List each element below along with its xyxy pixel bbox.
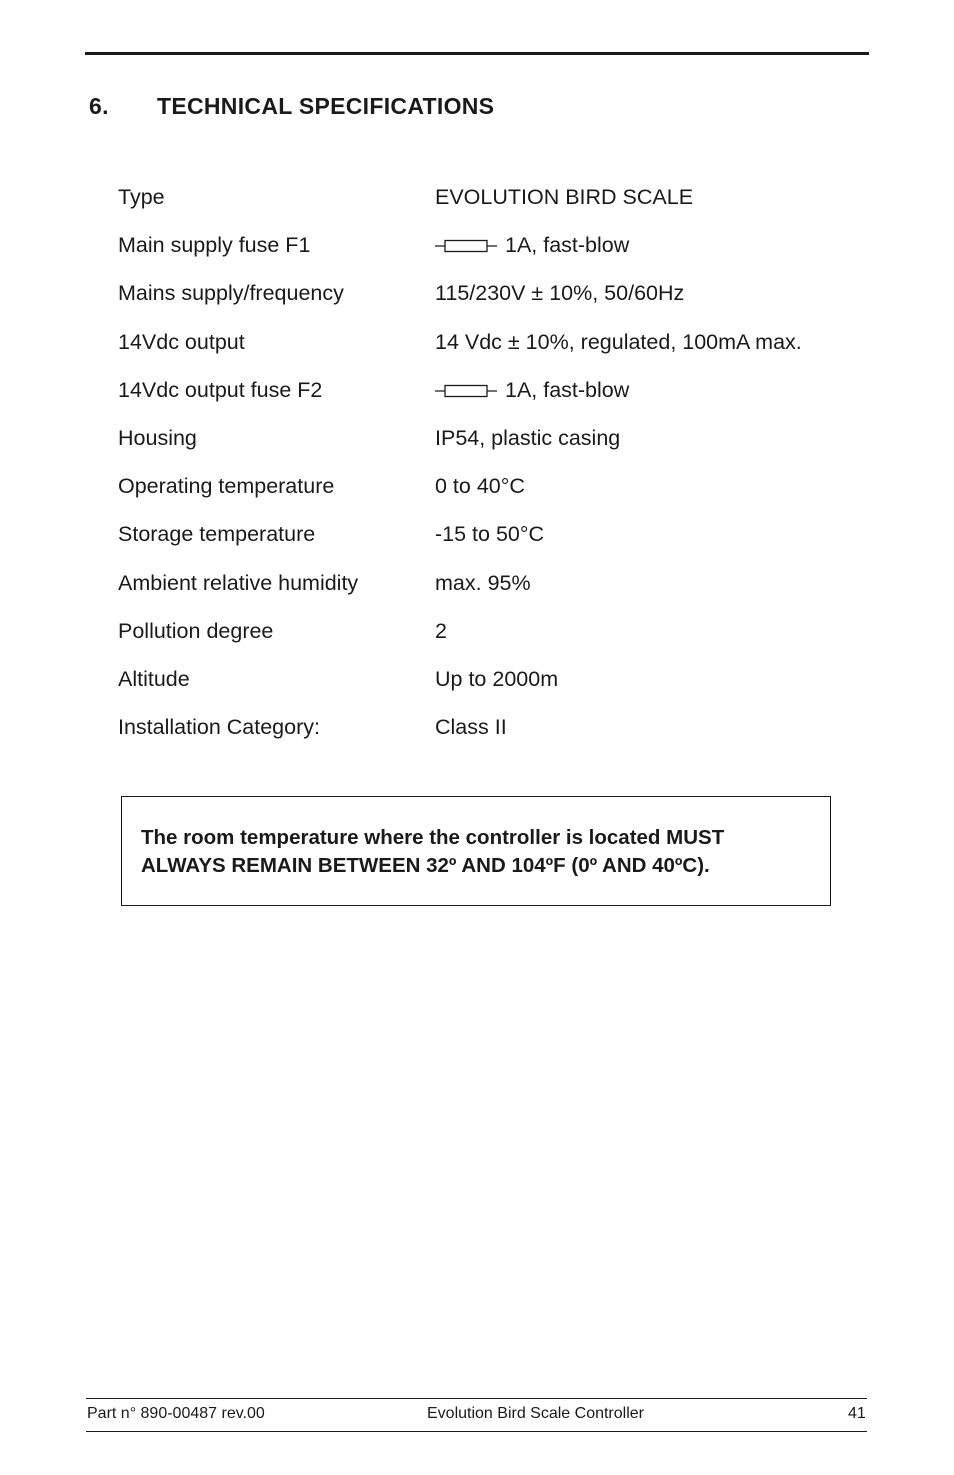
- spec-value: [435, 330, 802, 355]
- footer-rule-top: [86, 1398, 867, 1399]
- spec-value: [435, 281, 684, 306]
- spec-label: Altitude: [118, 666, 190, 691]
- section-number: 6.: [89, 93, 109, 119]
- spec-value: [435, 619, 447, 644]
- spec-value: [435, 233, 629, 258]
- spec-value-text: 2: [435, 618, 447, 643]
- spec-label: Type: [118, 185, 165, 209]
- spec-label: Pollution degree: [118, 618, 274, 643]
- fuse-icon: [435, 384, 497, 398]
- section-heading: [89, 93, 494, 120]
- footer-rule-bottom: [86, 1431, 867, 1432]
- footer-page-number: 41: [848, 1405, 866, 1422]
- spec-value: [435, 426, 620, 451]
- temperature-notice-box: [121, 796, 831, 906]
- spec-value: [435, 667, 558, 692]
- spec-label: Main supply fuse F1: [118, 233, 311, 258]
- spec-value-text: 14 Vdc ± 10%, regulated, 100mA max.: [435, 329, 802, 354]
- spec-label: 14Vdc output fuse F2: [118, 377, 323, 402]
- spec-value: [435, 185, 693, 210]
- spec-value-text: 1A, fast-blow: [505, 233, 630, 258]
- temperature-notice-text: [141, 824, 821, 880]
- spec-label: Storage temperature: [118, 522, 316, 547]
- footer-part-number: Part n° 890-00487 rev.00: [87, 1405, 265, 1422]
- spec-value-text: Up to 2000m: [435, 666, 559, 691]
- spec-label: Installation Category:: [118, 715, 320, 740]
- notice-line-2: ALWAYS REMAIN BETWEEN 32º AND 104ºF (0º AND 40ºC).: [141, 854, 710, 877]
- spec-value-text: IP54, plastic casing: [435, 425, 621, 450]
- notice-line-1: The room temperature where the controller is located MUST: [141, 826, 725, 849]
- spec-value: [435, 378, 629, 403]
- spec-label: Operating temperature: [118, 474, 335, 499]
- fuse-icon: [435, 239, 497, 253]
- spec-value: [435, 522, 544, 547]
- spec-label: Ambient relative humidity: [118, 570, 359, 595]
- spec-value-text: 0 to 40°C: [435, 474, 525, 499]
- top-rule: [85, 52, 869, 55]
- spec-value-text: -15 to 50°C: [435, 522, 544, 547]
- spec-label: 14Vdc output: [118, 329, 245, 354]
- spec-value-text: max. 95%: [435, 570, 531, 595]
- section-title: TECHNICAL SPECIFICATIONS: [157, 93, 495, 119]
- spec-value: [435, 474, 525, 499]
- footer-document-title: Evolution Bird Scale Controller: [427, 1405, 644, 1422]
- spec-value-text: 1A, fast-blow: [505, 377, 630, 402]
- spec-value-text: Class II: [435, 715, 507, 740]
- spec-value: [435, 571, 531, 596]
- spec-label: Housing: [118, 425, 197, 450]
- spec-value: [435, 715, 507, 740]
- spec-value-text: EVOLUTION BIRD SCALE: [435, 185, 694, 209]
- spec-label: Mains supply/frequency: [118, 281, 344, 306]
- spec-value-text: 115/230V ± 10%, 50/60Hz: [435, 281, 685, 306]
